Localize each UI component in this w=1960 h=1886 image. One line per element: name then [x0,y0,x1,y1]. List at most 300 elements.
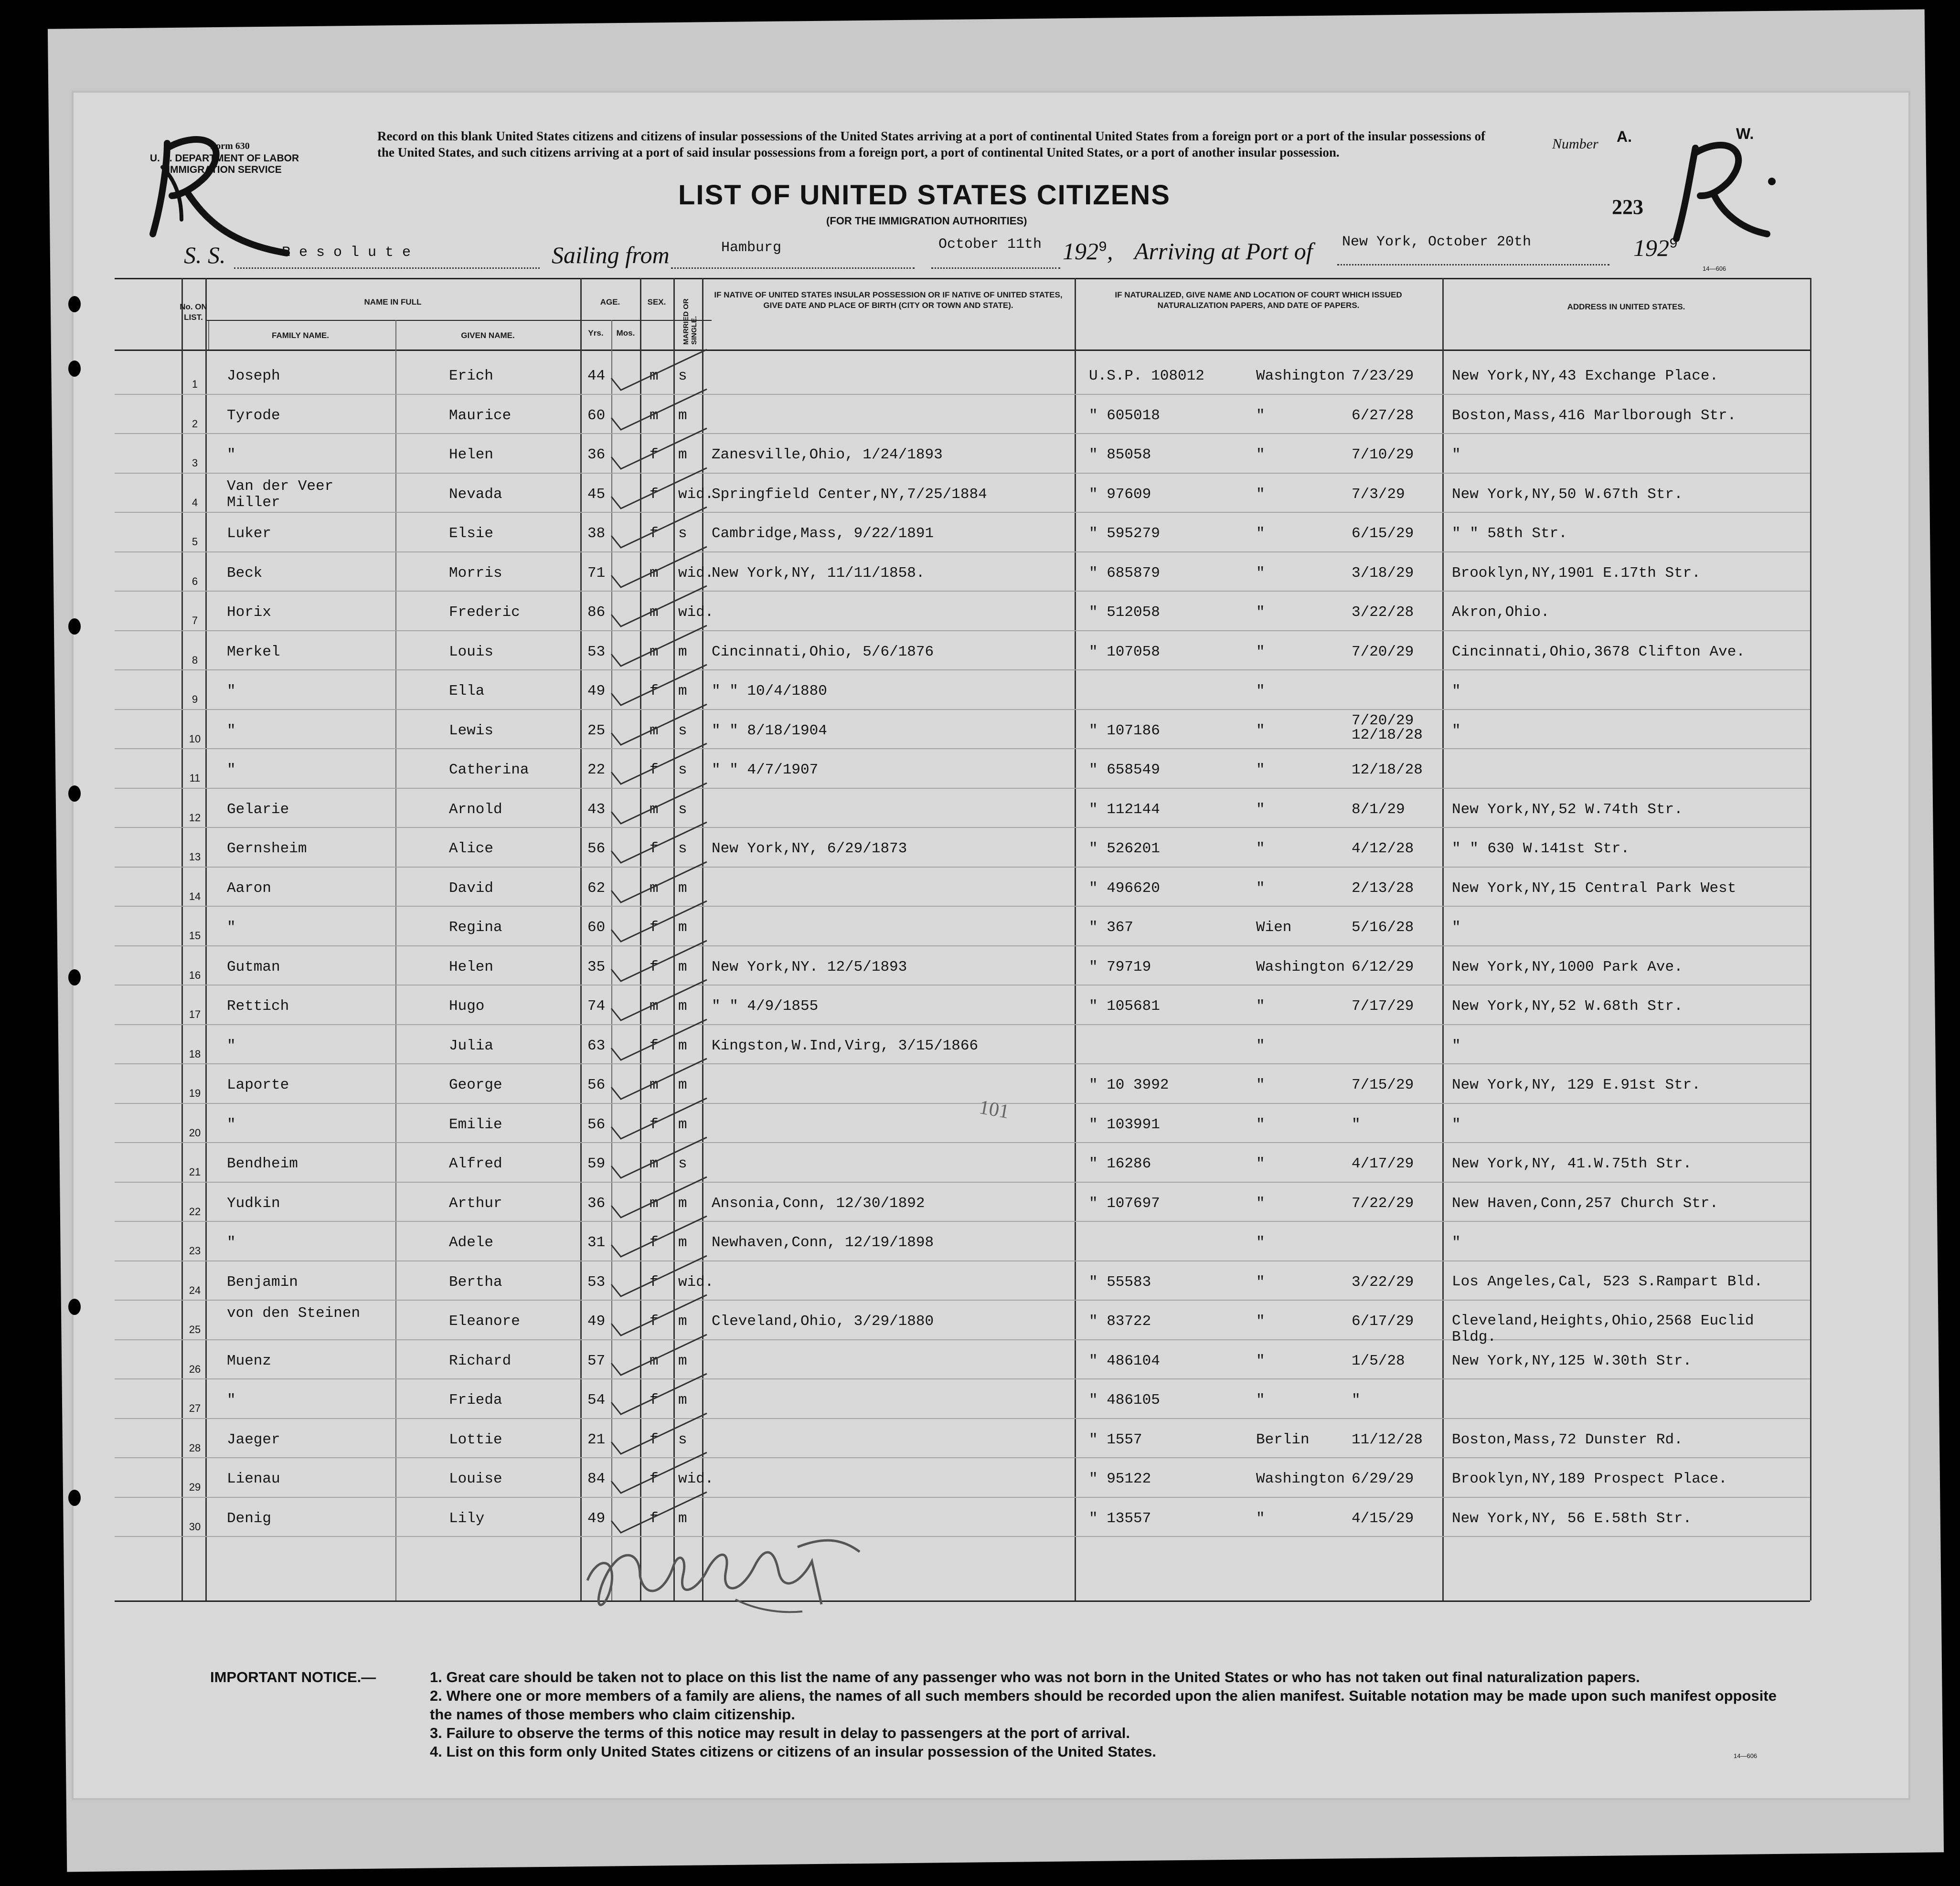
header-yrs: Yrs. [588,328,604,338]
age-cell: 56 [587,1077,606,1093]
certificate-number-cell: " 685879 [1089,564,1160,582]
row-number-cell: 21 [189,1166,201,1178]
birthplace-cell: " " 8/18/1904 [712,722,827,739]
birthplace-cell: Cleveland,Ohio, 3/29/1880 [712,1313,934,1330]
header-name-in-full: NAME IN FULL [364,297,422,307]
address-cell: New York,NY, 41.W.75th Str. [1452,1155,1692,1172]
paper-date-cell: 7/23/29 [1352,368,1414,384]
sex-cell: m [650,407,659,424]
row-rule [115,1024,1810,1025]
table-bottom-border [115,1600,1810,1602]
court-cell: " [1256,1313,1265,1330]
given-name-cell: Julia [449,1037,494,1054]
paper-date-cell: " [1352,1392,1361,1409]
court-cell: " [1256,564,1265,582]
address-cell: Cleveland,Heights,Ohio,2568 Euclid Bldg. [1452,1313,1754,1346]
birthplace-cell: New York,NY, 11/11/1858. [712,564,925,582]
given-name-cell: George [449,1077,502,1093]
page-stamp-number: 101 [977,1096,1011,1123]
row-number-cell: 17 [189,1008,201,1020]
year2-digit: 9 [1669,236,1678,253]
row-rule [115,1221,1810,1222]
marital-status-cell: s [678,525,687,542]
row-number-cell: 3 [192,457,198,469]
row-rule [115,906,1810,907]
court-cell: " [1256,446,1265,463]
row-number-cell: 11 [189,772,201,784]
age-cell: 53 [587,643,606,660]
marital-status-cell: wid. [678,1471,714,1487]
given-name-cell: Emilie [449,1116,502,1133]
marital-status-cell: m [678,1352,687,1369]
address-cell: Brooklyn,NY,1901 E.17th Str. [1452,564,1701,582]
header-bottom-border [115,350,1810,351]
row-number-cell: 20 [189,1126,201,1139]
binder-hole-icon [68,360,81,377]
given-name-cell: Lottie [449,1431,502,1448]
given-name-cell: Hugo [449,998,485,1015]
row-rule [115,591,1810,592]
court-cell: " [1256,1077,1265,1093]
birthplace-cell: " " 10/4/1880 [712,683,827,699]
age-cell: 35 [587,958,606,975]
certificate-number-cell: " 526201 [1089,840,1160,857]
marital-status-cell: s [678,1155,687,1172]
arriving-port-date: New York, October 20th [1342,234,1532,250]
marital-status-cell: s [678,801,687,818]
given-name-cell: Bertha [449,1273,502,1291]
certificate-number-cell: " 595279 [1089,525,1160,542]
paper-date-cell: 6/27/28 [1352,407,1414,424]
court-cell: " [1256,762,1265,778]
binder-hole-icon [68,785,81,802]
court-cell: " [1256,1155,1265,1172]
family-name-cell: Tyrode [227,407,280,424]
marital-status-cell: s [678,840,687,857]
marital-status-cell: wid. [678,564,714,582]
age-cell: 60 [587,407,606,424]
family-name-cell: " [227,446,236,463]
address-cell: Brooklyn,NY,189 Prospect Place. [1452,1471,1727,1487]
paper-date-cell: 1/5/28 [1352,1352,1405,1369]
family-name-cell: Rettich [227,998,289,1015]
header-age: AGE. [600,297,620,307]
sex-cell: f [650,1471,659,1487]
paper-date-cell: 5/16/28 [1352,919,1414,936]
header-naturalized: IF NATURALIZED, GIVE NAME AND LOCATION OF COURT WHICH ISSUED NATURALIZATION PAPERS, AND DATE OF PAPERS. [1115,290,1402,310]
age-cell: 22 [587,762,606,778]
court-cell: Wien [1256,919,1292,936]
family-name-cell: Denig [227,1510,272,1527]
sex-cell: m [650,564,659,582]
sailing-label: Sailing from [552,242,670,268]
row-number-cell: 26 [189,1363,201,1375]
handwritten-number: 223 [1612,195,1643,219]
sex-cell: m [650,879,659,897]
number-label: Number [1552,136,1598,152]
row-rule [115,669,1810,670]
header-native-birth: IF NATIVE OF UNITED STATES INSULAR POSSESSION OR IF NATIVE OF UNITED STATES, GIVE DATE AND PLACE OF BIRTH (CITY OR TOWN AND STATE). [714,290,1063,310]
row-rule [115,1457,1810,1458]
given-name-cell: Alfred [449,1155,502,1172]
age-cell: 31 [587,1234,606,1251]
birthplace-cell: Newhaven,Conn, 12/19/1898 [712,1234,934,1251]
address-cell: Akron,Ohio. [1452,604,1550,621]
family-name-cell: Gutman [227,958,280,975]
family-name-cell: Gelarie [227,801,289,818]
row-number-cell: 4 [192,496,198,509]
court-cell: " [1256,998,1265,1015]
certificate-number-cell: " 605018 [1089,407,1160,424]
birthplace-cell: Cambridge,Mass, 9/22/1891 [712,525,934,542]
marital-status-cell: m [678,1392,687,1409]
age-cell: 71 [587,564,606,582]
court-cell: " [1256,1037,1265,1054]
certificate-number-cell: U.S.P. 108012 [1089,368,1204,384]
row-rule [115,788,1810,789]
court-cell: " [1256,1273,1265,1291]
address-cell: " " 58th Str. [1452,525,1567,542]
service-line: IMMIGRATION SERVICE [167,164,282,175]
row-rule [115,827,1810,828]
given-name-cell: Elsie [449,525,494,542]
sex-cell: m [650,722,659,739]
sex-cell: f [650,1431,659,1448]
age-cell: 36 [587,446,606,463]
given-name-cell: Eleanore [449,1313,520,1330]
sex-cell: f [650,1392,659,1409]
marital-status-cell: wid. [678,604,714,621]
court-cell: " [1256,525,1265,542]
court-cell: " [1256,604,1265,621]
court-cell: Washington [1256,958,1345,975]
year-digit: 9 [1098,239,1108,256]
given-name-cell: Lewis [449,722,494,739]
family-name-cell: Merkel [227,643,280,660]
header-given-name: GIVEN NAME. [461,331,515,340]
birthplace-cell: Zanesville,Ohio, 1/24/1893 [712,446,943,463]
address-cell: New York,NY,52 W.74th Str. [1452,801,1683,818]
given-name-cell: Arthur [449,1195,502,1212]
sex-cell: f [650,1273,659,1291]
paper-date-cell: 3/18/29 [1352,564,1414,582]
paper-date-cell: 6/29/29 [1352,1471,1414,1487]
address-cell: New York,NY, 56 E.58th Str. [1452,1510,1692,1527]
age-cell: 49 [587,1510,606,1527]
page-title: LIST OF UNITED STATES CITIZENS [678,180,1171,211]
sex-cell: m [650,368,659,384]
address-cell: New Haven,Conn,257 Church Str. [1452,1195,1719,1212]
family-name-cell: " [227,919,236,936]
binder-hole-icon [68,618,81,635]
sex-cell: f [650,486,659,503]
row-rule [115,867,1810,868]
row-rule [115,1418,1810,1419]
col-line-address [1442,278,1444,1600]
address-cell: New York,NY,52 W.68th Str. [1452,998,1683,1015]
row-number-cell: 25 [189,1324,201,1335]
paper-date-cell: 3/22/28 [1352,604,1414,621]
given-name-cell: Nevada [449,486,502,503]
age-cell: 21 [587,1431,606,1448]
age-cell: 74 [587,998,606,1015]
paper-date-cell: 6/12/29 [1352,958,1414,975]
certificate-number-cell: " 367 [1089,919,1134,936]
row-number-cell: 28 [189,1441,201,1454]
notice-row [210,1668,1786,1761]
address-cell: " [1452,1037,1461,1054]
age-cell: 49 [587,1313,606,1330]
age-cell: 57 [587,1352,606,1369]
row-number-cell: 1 [192,378,198,390]
address-cell: Boston,Mass,72 Dunster Rd. [1452,1431,1683,1448]
paper-date-cell: 2/13/28 [1352,879,1414,897]
binder-hole-icon [68,969,81,985]
paper-date-cell: 6/17/29 [1352,1313,1414,1330]
row-rule [115,709,1810,710]
certificate-number-cell: " 10 3992 [1089,1077,1169,1093]
address-cell: New York,NY, 129 E.91st Str. [1452,1077,1701,1093]
age-cell: 56 [587,1116,606,1133]
given-name-cell: Helen [449,958,494,975]
address-cell: " [1452,683,1461,699]
row-number-cell: 23 [189,1245,201,1257]
header-family-name: FAMILY NAME. [272,331,329,340]
birthplace-cell: " " 4/9/1855 [712,998,819,1015]
notice-item-4: 4. List on this form only United States citizens or citizens of an insular possession of the United States. [430,1743,1156,1760]
certificate-number-cell: " 13557 [1089,1510,1151,1527]
subheader-line [205,320,712,321]
family-name-cell: Gernsheim [227,840,307,857]
certificate-number-cell: " 97609 [1089,486,1151,503]
row-number-cell: 18 [189,1048,201,1060]
notice-item-1: 1. Great care should be taken not to place on this list the name of any passenger who was not born in the United States or who has not taken out final naturalization papers. [430,1669,1640,1685]
row-rule [115,473,1810,474]
sex-cell: m [650,1352,659,1369]
given-name-cell: David [449,879,494,897]
number-a: A. [1617,128,1632,145]
marital-status-cell: m [678,919,687,936]
row-rule [115,512,1810,513]
paper-date-cell: 4/12/28 [1352,840,1414,857]
age-cell: 49 [587,683,606,699]
row-number-cell: 12 [189,811,201,824]
birthplace-cell: New York,NY. 12/5/1893 [712,958,907,975]
sex-cell: m [650,1077,659,1093]
birthplace-cell: Springfield Center,NY,7/25/1884 [712,486,987,503]
row-rule [115,748,1810,749]
marital-status-cell: s [678,1431,687,1448]
age-cell: 59 [587,1155,606,1172]
address-cell: " [1452,1116,1461,1133]
certificate-number-cell: " 79719 [1089,958,1151,975]
family-name-cell: " [227,722,236,739]
family-name-cell: " [227,1392,236,1409]
header-address: ADDRESS IN UNITED STATES. [1567,302,1685,311]
age-cell: 45 [587,486,606,503]
notice-item-2: 2. Where one or more members of a family are aliens, the names of all such members should be recorded upon the alien manifest. Suitable notation may be made upon such manifest opposite the names of those members who claim citizenship. [430,1687,1777,1723]
row-number-cell: 30 [189,1520,201,1533]
row-number-cell: 27 [189,1402,201,1414]
col-line-age [580,278,582,1600]
row-rule [115,1300,1810,1301]
binder-hole-icon [68,1490,81,1506]
birthplace-cell: Cincinnati,Ohio, 5/6/1876 [712,643,934,660]
binder-hole-icon [68,1299,81,1315]
form-number: Form 630 [210,141,250,151]
age-cell: 62 [587,879,606,897]
given-name-cell: Adele [449,1234,494,1251]
row-rule [115,1182,1810,1183]
paper-date-cell: 7/17/29 [1352,998,1414,1015]
table-top-border [115,278,1810,279]
passenger-table [115,278,1810,1600]
marital-status-cell: wid. [678,486,714,503]
row-number-cell: 13 [189,851,201,863]
marital-status-cell: m [678,1077,687,1093]
paper-date-cell: 12/18/28 [1352,762,1423,778]
given-name-cell: Frederic [449,604,520,621]
family-name-cell: Muenz [227,1352,272,1369]
given-name-cell: Erich [449,368,494,384]
col-line-naturalized [1075,278,1076,1600]
certificate-number-cell: " 112144 [1089,801,1160,818]
address-cell: " " 630 W.141st Str. [1452,840,1630,857]
court-cell: " [1256,722,1265,739]
age-cell: 44 [587,368,606,384]
address-cell: " [1452,446,1461,463]
family-name-cell: Horix [227,604,272,621]
marital-status-cell: m [678,1037,687,1054]
marital-status-cell: m [678,1116,687,1133]
marital-status-cell: m [678,1234,687,1251]
row-number-cell: 7 [192,615,198,626]
sex-cell: f [650,958,659,975]
important-notice [210,1668,1786,1761]
row-rule [115,1063,1810,1064]
certificate-number-cell: " 107186 [1089,722,1160,739]
court-cell: " [1256,486,1265,503]
address-cell: Los Angeles,Cal, 523 S.Rampart Bld. [1452,1273,1763,1290]
address-cell: New York,NY,50 W.67th Str. [1452,486,1683,503]
sex-cell: m [650,998,659,1015]
age-cell: 53 [587,1273,606,1291]
birthplace-cell: Kingston,W.Ind,Virg, 3/15/1866 [712,1037,979,1054]
family-name-cell: " [227,683,236,699]
age-cell: 56 [587,840,606,857]
notice-item-3: 3. Failure to observe the terms of this notice may result in delay to passengers at the port of arrival. [430,1725,1130,1741]
family-name-cell: " [227,762,236,778]
age-cell: 25 [587,722,606,739]
row-number-cell: 19 [189,1087,201,1099]
certificate-number-cell: " 486104 [1089,1352,1160,1369]
form-code-bottom: 14—606 [1734,1752,1758,1759]
certificate-number-cell: " 107058 [1089,643,1160,660]
family-name-cell: Joseph [227,368,280,384]
year-prefix: 192 [1063,238,1098,265]
paper-date-cell: 7/20/29 12/18/28 [1352,712,1423,743]
notice-items [430,1668,1786,1761]
certificate-number-cell: " 107697 [1089,1195,1160,1212]
certificate-number-cell: " 103991 [1089,1116,1160,1133]
certificate-number-cell: " 55583 [1089,1273,1151,1291]
birthplace-cell: Ansonia,Conn, 12/30/1892 [712,1195,925,1212]
number-w: W. [1736,125,1754,142]
address-cell: New York,NY,15 Central Park West [1452,879,1736,897]
handwritten-signature [573,1518,869,1633]
marital-status-cell: m [678,1510,687,1527]
given-name-cell: Lily [449,1510,485,1527]
row-rule [115,394,1810,395]
row-rule [115,1103,1810,1104]
paper-date-cell: " [1352,1116,1361,1133]
notice-heading: IMPORTANT NOTICE.— [210,1669,376,1685]
court-cell: " [1256,1195,1265,1212]
sex-cell: f [650,525,659,542]
age-cell: 38 [587,525,606,542]
court-cell: Berlin [1256,1431,1310,1448]
certificate-number-cell: " 658549 [1089,762,1160,778]
paper-date-cell: 7/15/29 [1352,1077,1414,1093]
marital-status-cell: s [678,368,687,384]
sex-cell: f [650,446,659,463]
certificate-number-cell: " 95122 [1089,1471,1151,1487]
family-name-cell: Luker [227,525,272,542]
address-cell: " [1452,1234,1461,1251]
record-instructions: Record on this blank United States citizens and citizens of insular possessions of the United States arriving at a port of continental United States from a foreign port or a port of the insular possessions of the United States, and such citizens arriving at a port of said insular possessions from a foreign port, a port of continental United States, or a port of another insular possession. [377,129,1485,159]
family-name-cell: Benjamin [227,1273,298,1291]
sailing-port: Hamburg [721,240,782,256]
paper-date-cell: 7/20/29 [1352,643,1414,660]
given-name-cell: Alice [449,840,494,857]
ship-name: R e s o l u t e [282,244,411,261]
court-cell: " [1256,801,1265,818]
sailing-date: October 11th [938,236,1042,253]
row-rule [115,1497,1810,1498]
marital-status-cell: m [678,446,687,463]
family-name-cell: Bendheim [227,1155,298,1172]
year2-label [1633,234,1678,262]
paper-date-cell: 4/15/29 [1352,1510,1414,1527]
family-name-cell: " [227,1234,236,1251]
age-cell: 43 [587,801,606,818]
marital-status-cell: m [678,879,687,897]
header-mos: Mos. [616,328,635,338]
family-name-cell: Aaron [227,879,272,897]
row-rule [115,1378,1810,1379]
given-name-cell: Arnold [449,801,502,818]
col-line-right [1810,278,1811,1600]
certificate-number-cell: " 486105 [1089,1392,1160,1409]
given-name-cell: Louise [449,1471,502,1487]
court-cell: " [1256,643,1265,660]
sex-cell: f [650,1116,659,1133]
binder-hole-icon [68,296,81,312]
marital-status-cell: m [678,683,687,699]
birthplace-cell: New York,NY, 6/29/1873 [712,840,907,857]
given-name-cell: Catherina [449,762,529,778]
paper-date-cell: 7/10/29 [1352,446,1414,463]
marital-status-cell: wid. [678,1273,714,1291]
row-rule [115,551,1810,552]
header-sex: SEX. [647,297,666,307]
header-no: No. ON LIST. [180,302,207,322]
sex-cell: m [650,801,659,818]
address-cell: New York,NY,43 Exchange Place. [1452,368,1719,384]
birthplace-cell: " " 4/7/1907 [712,762,819,778]
sex-cell: m [650,1155,659,1172]
paper-date-cell: 7/3/29 [1352,486,1405,503]
